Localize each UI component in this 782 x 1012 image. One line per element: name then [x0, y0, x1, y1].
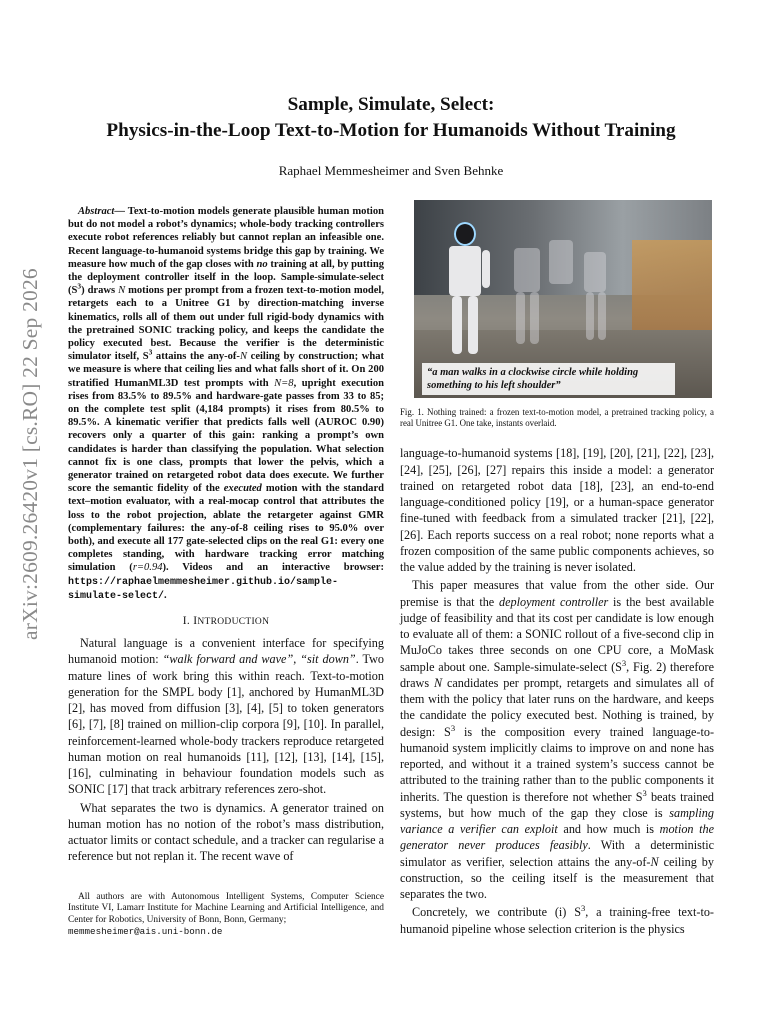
abstract-text: Text-to-motion models generate plausible human motion but do not model a robot’s dynamics; whole-body tracking controllers execute robot references reliably but cannot replan an infeasible one. Recent language-to-humanoid systems bridge this gap by training. We measure how much of the gap closes with	[68, 206, 384, 270]
math-symbol: N	[239, 351, 247, 363]
math-symbol: r=0.94	[132, 562, 163, 574]
robot-torso	[449, 246, 481, 296]
robot-leg	[468, 296, 478, 354]
robot-ghost	[549, 240, 573, 284]
right-body	[400, 445, 714, 937]
robot-ghost	[516, 292, 525, 344]
emph: motion the generator never produces feasibly	[400, 822, 715, 853]
robot-ghost	[584, 252, 606, 292]
figure-1-image	[414, 200, 712, 398]
text: and how much is	[557, 822, 660, 837]
left-column	[68, 205, 384, 865]
abstract-text: motions per prompt from a frozen text-to-motion model, retargets each to a Unitree G1 by direction-matching inverse kinematics, rolls all of them out under full rigid-body dynamics with the pretrained SONIC tracking policy, and keeps the candidate the policy executed best. Because the verifier is the deterministic simulator itself, S	[68, 285, 384, 363]
abstract-text: ) draws	[81, 285, 119, 297]
footnote-text: All authors are with Autonomous Intelligent Systems, Computer Science Institute VI, Lamarr Institute for Machine Learning and Artificial Intelligence, and Center for Robotics, University of Bonn, Bonn, Germany;	[68, 892, 384, 925]
text: , Fig. 2) therefore draws	[400, 659, 714, 690]
text: Concretely, we contribute (i) S	[412, 905, 581, 920]
paragraph	[400, 577, 714, 902]
paragraph: What separates the two is dynamics. A generator trained on human motion has no notion of the robot’s mass distribution, actuator limits or contact schedule, and a tracker can regularise a reference but not replan it. The recent wave of	[68, 800, 384, 864]
text: Natural language is a convenient interface for specifying humanoid motion:	[68, 636, 384, 667]
project-url-link[interactable]: https://raphaelmemmesheimer.github.io/sample-simulate-select/	[68, 576, 339, 602]
author-email-link[interactable]: memmesheimer@ais.uni-bonn.de	[68, 926, 223, 938]
paper-title	[40, 92, 742, 144]
emph: sampling variance a verifier can exploit	[400, 805, 714, 837]
footnote	[68, 892, 384, 939]
heading-lead: I. I	[182, 615, 198, 628]
abstract-text: attains the any-of-	[152, 351, 240, 363]
text: . Two mature lines of work bring this within reach. Text-to-motion generation for the SMPL body [1], anchored by HumanML3D [2], has moved from diffusion [3], [4], [5] to token generators [6], [7], [8] trained on million-clip corpora [9], [10]. In parallel, reinforcement-learned whole-body trackers reproduce retargeted human motion on real humanoids [11], [12], [13], [14], [15], [16], culminating in behaviour foundation models such as SONIC [17] that track arbitrary references zero-shot.	[68, 652, 384, 797]
text: This paper measures that value from the other side. Our premise is that the	[400, 578, 714, 609]
paragraph	[68, 635, 384, 798]
text: ,	[293, 652, 301, 667]
quoted-prompt: “sit down”	[300, 652, 356, 667]
figure-prompt-overlay: “a man walks in a clockwise circle while holding something to his left shoulder”	[422, 363, 675, 395]
text: beats trained systems, but how much of the gap they close is	[400, 789, 714, 820]
emph: deployment controller	[499, 594, 609, 609]
text: is the best available judge of feasibility and that its cost per candidate is low enough to evaluate all of them: a SONIC rollout of a five-second clip in MuJoCo takes three seconds on one CPU core, a MoMask sample about one. Sample-simulate-select (S	[400, 594, 715, 674]
abstract-emph: no	[256, 258, 268, 270]
math-symbol: N=8	[274, 377, 294, 389]
introduction-body	[68, 635, 384, 865]
abstract-label: Abstract	[78, 206, 115, 217]
superscript: 3	[580, 903, 586, 914]
abstract-text: ). Videos and an interactive browser:	[162, 562, 384, 574]
arxiv-identifier-text[interactable]: arXiv:2609.26420v1 [cs.RO] 22 Sep 2026	[18, 268, 42, 640]
robot-arm	[482, 250, 490, 288]
superscript: 3	[77, 281, 82, 291]
right-column	[400, 200, 714, 937]
paragraph: language-to-humanoid systems [18], [19], [20], [21], [22], [23], [24], [25], [26], [27] repairs this inside a model: a generator trained on retargeted robot data [18], [23], an end-to-end language-conditioned policy [19], or a human-space generator fine-tuned with feedback from a simulated tracker [21], [22], [26]. Each reports success on a real robot; none reports what a frozen composition of the same public components achieves, so the value added by the training is never isolated.	[400, 446, 714, 575]
superscript: 3	[621, 657, 627, 668]
abstract	[68, 205, 384, 603]
abstract-dash: —	[114, 206, 128, 217]
abstract-text: motion with the standard text–motion evaluator, with a real-mocap control that attributes the loss to the robot projection, ablate the retargeter against GMR (complementary failures: the any-of-8 ceiling rises to 95.0% over both), and execute all 177 gate-selected clips on the real G1: every one completes standing, with hardware tracking error matching simulation (	[68, 483, 384, 574]
title-line-1: Sample, Simulate, Select:	[287, 94, 495, 115]
math-symbol: N	[650, 854, 659, 869]
abstract-text: training at all, by putting the deployment controller itself in the loop. Sample-simulate-select (S	[68, 258, 385, 297]
quoted-prompt: “walk forward and wave”	[162, 652, 294, 667]
paragraph	[400, 904, 714, 937]
robot-head	[454, 222, 476, 246]
robot-ghost	[514, 248, 540, 292]
abstract-text: , upright execution rises from 83.5% to 89.5% and hardware-gate passes from 33 to 85; on the complete test split (4,184 prompts) it rises from 80.5% to 89.5%. A kinematic verifier that predicts falls well (AUROC 0.90) recovers only a quarter of this gain: ranking a prompt’s own candidates is harder than classifying the population. What selection cannot fix is one class, prompts that lower the pelvis, which a generator trained on retargeted robot data does execute. We further score the semantic fidelity of the	[68, 377, 384, 495]
section-heading-introduction	[68, 615, 384, 627]
abstract-text: ceiling by construction; what we measure is where that ceiling lies and what falls short of it. On 200 stratified HumanML3D test prompts with	[68, 351, 384, 389]
abstract-text: .	[164, 589, 167, 601]
text: ceiling by construction, so the ceiling itself is the measurement that separates the two.	[400, 854, 714, 902]
robot-ghost	[586, 292, 594, 340]
author-list: Raphael Memmesheimer and Sven Behnke	[278, 163, 504, 178]
heading-rest: NTRODUCTION	[197, 617, 270, 628]
text: , a training-free text-to-humanoid pipeline whose selection criterion is the physics	[400, 905, 714, 936]
robot-leg	[452, 296, 462, 354]
abstract-emph: executed	[223, 483, 262, 495]
superscript: 3	[642, 787, 647, 798]
figure-1-caption: Fig. 1. Nothing trained: a frozen text-to-motion model, a pretrained tracking policy, a real Unitree G1. One take, instants overlaid.	[400, 407, 714, 429]
robot-ghost	[530, 292, 539, 344]
math-symbol: N	[118, 285, 126, 297]
title-line-2: Physics-in-the-Loop Text-to-Motion for Humanoids Without Training	[106, 120, 676, 141]
superscript: 3	[148, 347, 153, 357]
superscript: 3	[450, 722, 456, 733]
text: . With a deterministic simulator as verifier, selection attains the any-of-	[400, 838, 715, 869]
text: is the composition every trained language-to-humanoid system implicitly claims to improve on and none has reported, and without it a trained system’s success cannot be attributed to the training rather than to the public components it inherits. The question is therefore not whether S	[400, 724, 715, 804]
text: candidates per prompt, retargets and simulates all of them with the policy that later runs on the hardware, and keeps the candidate the policy executed best. Nothing is trained, by design: S	[400, 675, 715, 739]
robot-ghost	[598, 292, 606, 340]
math-symbol: N	[433, 675, 443, 690]
